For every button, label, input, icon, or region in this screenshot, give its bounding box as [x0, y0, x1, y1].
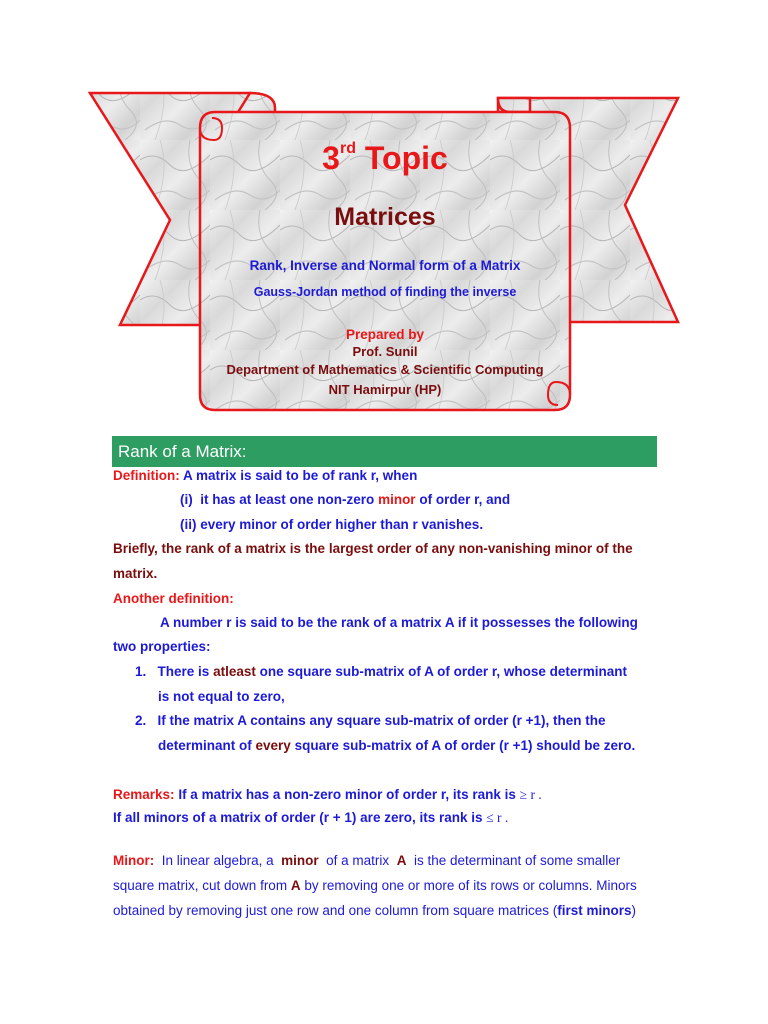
- prepared-by-label: Prepared by: [345, 327, 425, 342]
- minor-line-1: Minor: In linear algebra, a minor of a matrix A is the determinant of some smaller: [113, 853, 621, 868]
- property-two-line-2: determinant of every square sub-matrix of A of order (r +1) should be zero.: [158, 738, 636, 753]
- author-name: Prof. Sunil: [352, 344, 418, 359]
- minor-line-2: square matrix, cut down from A by removing one or more of its rows or columns. Minors: [113, 878, 637, 893]
- ribbon-right-fold: [498, 98, 530, 112]
- atleast-highlight: atleast: [213, 664, 256, 679]
- topic-title: 3rd Topic: [322, 140, 448, 176]
- condition-one: (i) it has at least one non-zero minor of order r, and: [180, 492, 511, 507]
- minor-line-3: obtained by removing just one row and one column from square matrices (first minors): [113, 903, 636, 918]
- remarks-line-1: Remarks: If a matrix has a non-zero minor of order r, its rank is ≥ r .: [113, 787, 542, 802]
- property-two-line-1: 2. If the matrix A contains any square sub-matrix of order (r +1), then the: [135, 713, 606, 728]
- another-definition-label: Another definition:: [113, 591, 234, 606]
- another-definition-line-1: A number r is said to be the rank of a matrix A if it possesses the following: [160, 615, 638, 630]
- banner-line-rank: Rank, Inverse and Normal form of a Matrix: [249, 258, 521, 273]
- department-name: Department of Mathematics & Scientific Computing: [226, 362, 544, 377]
- remarks-line-2: If all minors of a matrix of order (r + 1) are zero, its rank is ≤ r .: [113, 810, 509, 825]
- definition-text: A matrix is said to be of rank r, when: [183, 468, 418, 483]
- briefly-line-1: Briefly, the rank of a matrix is the largest order of any non-vanishing minor of the: [113, 541, 633, 556]
- property-one-line-1: 1. There is atleast one square sub-matrix of A of order r, whose determinant: [135, 664, 627, 679]
- property-one-line-2: is not equal to zero,: [158, 689, 285, 704]
- minor-highlight: minor: [378, 492, 416, 507]
- subject-title: Matrices: [334, 203, 436, 231]
- banner-line-gauss: Gauss-Jordan method of finding the inverse: [253, 285, 517, 299]
- briefly-line-2: matrix.: [113, 566, 158, 581]
- section-heading: Rank of a Matrix:: [112, 436, 657, 467]
- definition-line: [113, 468, 417, 483]
- another-definition-line-2: two properties:: [113, 639, 211, 654]
- every-highlight: every: [255, 738, 291, 753]
- condition-two: (ii) every minor of order higher than r vanishes.: [180, 517, 484, 532]
- remarks-label: Remarks:: [113, 787, 175, 802]
- definition-label: Definition:: [113, 468, 180, 483]
- minor-label: Minor:: [113, 853, 155, 868]
- institute-name: NIT Hamirpur (HP): [328, 382, 442, 397]
